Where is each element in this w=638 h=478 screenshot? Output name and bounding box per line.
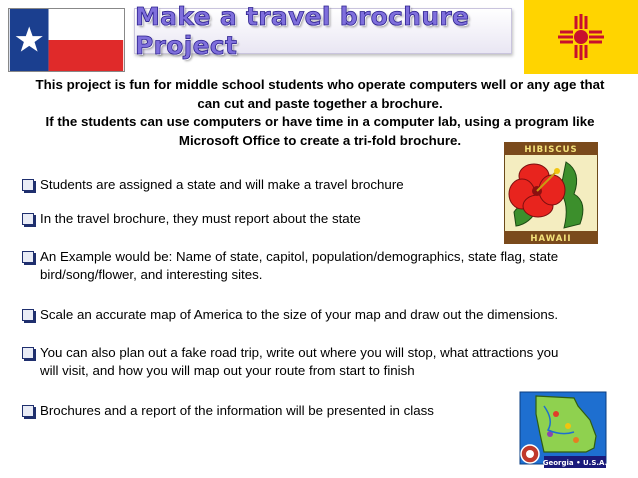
bullet-line: Students are assigned a state and will make a travel brochure <box>40 177 404 192</box>
list-item <box>22 402 434 420</box>
list-item <box>22 248 558 284</box>
intro-line: can cut and paste together a brochure. <box>197 95 443 111</box>
bullet-line: In the travel brochure, they must report about the state <box>40 211 361 226</box>
hibiscus-top-label: HIBISCUS <box>524 145 578 155</box>
checkbox-bullet-icon <box>22 251 34 263</box>
intro-line: This project is fun for middle school students who operate computers well or any age that <box>35 77 605 92</box>
page-title: Make a travel brochure Project <box>135 2 470 60</box>
list-item <box>22 210 361 228</box>
checkbox-bullet-icon <box>22 213 34 225</box>
checkbox-bullet-icon <box>22 179 34 191</box>
new-mexico-flag-icon <box>524 0 638 74</box>
bullet-line: Brochures and a report of the information will be presented in class <box>40 403 434 418</box>
checkbox-bullet-icon <box>22 405 34 417</box>
bullet-line: will visit, and how you will map out your route from start to finish <box>40 363 415 378</box>
texas-flag-icon <box>8 8 125 72</box>
georgia-caption: Georgia • U.S.A. <box>542 459 608 467</box>
list-item <box>22 344 558 380</box>
bullet-line: An Example would be: Name of state, capitol, population/demographics, state flag, state <box>40 249 559 264</box>
georgia-map-image <box>514 390 608 470</box>
bullet-line: Scale an accurate map of America to the size of your map and draw out the dimensions. <box>40 307 559 322</box>
list-item <box>22 176 404 194</box>
intro-text <box>20 76 620 150</box>
hibiscus-bottom-label: HAWAII <box>530 234 572 244</box>
bullet-line: bird/song/flower, and interesting sites. <box>40 267 263 282</box>
intro-line: If the students can use computers or have time in a computer lab, using a program like <box>45 114 595 129</box>
checkbox-bullet-icon <box>22 347 34 359</box>
intro-line: Microsoft Office to create a tri-fold brochure. <box>178 132 462 148</box>
list-item <box>22 306 558 324</box>
hibiscus-hawaii-image <box>504 142 598 244</box>
checkbox-bullet-icon <box>22 309 34 321</box>
bullet-line: You can also plan out a fake road trip, write out where you will stop, what attractions you <box>40 345 559 360</box>
title-box <box>134 2 512 60</box>
